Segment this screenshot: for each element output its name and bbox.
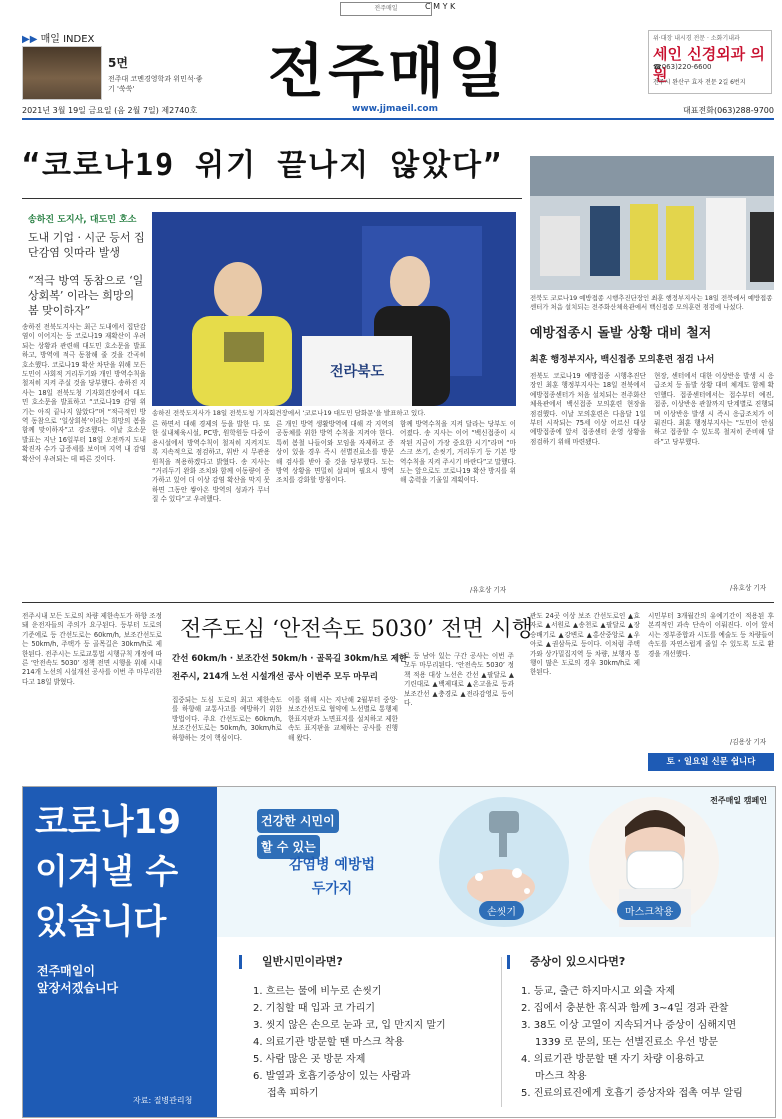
list-item: 접촉 피하기 <box>267 1088 319 1099</box>
print-registration-box: 전주매일 <box>340 2 432 16</box>
list-item: 마스크 착용 <box>535 1071 587 1082</box>
ad-address: 전주시 완산구 효자 전문 2길 6번지 <box>653 79 746 86</box>
handwash-label: 손씻기 <box>479 901 524 920</box>
middle-body-left: 전주시내 모든 도로의 차량 제한속도가 하향 조정돼 운전자들의 주의가 요구된다. 등부터 도로의 기준에로 등 간선도로는 60km/h, 보조간선도로는 50km/h, 주택가 등 골목길은 30km/h로 제한된다. 전주시는 도로교통법 시행규칙 개정에 따른 ‘안전속도 5030’ 정책 전면 시행을 위해 시내 214개 노선의 시설개선 공사를 이번 주 마무리한다고 18일 밝혔다. <box>22 612 162 686</box>
svg-text:전라북도: 전라북도 <box>329 364 385 380</box>
list-item: 5. 사람 많은 곳 방문 자제 <box>253 1054 366 1065</box>
tagline-line: 건강한 시민이 <box>257 809 339 833</box>
lead-subhead-1: 도내 기업 · 시군 등서 집단감염 잇따라 발생 <box>28 231 145 259</box>
right-body-col2: 현장, 센터에서 대한 이상반응 발생 시 응급조치 등 돌발 상황 대비 체계도 함께 확인했다. 접종센터에서는 접수부터 예진, 접종, 이상반응 관찰까지 단계별로 진행되며 이상반응 발생 시 즉시 응급조치가 이뤄진다. 최훈 행정부지사는 “도민이 안심하고 접종할 수 있도록 철저히 준비해 달라”고 당부했다. <box>654 372 774 446</box>
lead-reporter: /유호상 기자 <box>470 586 507 594</box>
list-item: 1. 등교, 출근 하지마시고 외출 자제 <box>521 986 676 997</box>
lead-headline: “코로나19 위기 끝나지 않았다” <box>22 148 504 183</box>
title-line: 두가지 <box>311 881 353 897</box>
right-headline: 예방접종시 돌발 상황 대비 철저 <box>530 326 712 341</box>
middle-body-col4: 로 등 남아 있는 구간 공사는 이번 주 모두 마무리된다. ‘안전속도 5030’ 정책 적용 대상 노선은 간선 ▲팔달로 ▲기린대로 ▲백제대로 ▲온고을로 등과 보조간선 ▲충경로 ▲전라감영로 등이다. <box>404 652 514 708</box>
covid-campaign <box>22 786 776 1118</box>
mask-label: 마스크착용 <box>617 901 681 920</box>
symptomatic-list <box>507 955 775 1102</box>
divider <box>501 957 502 1107</box>
right-body-col1: 전북도 코로나19 예방접종 시행추진단장인 최훈 행정부지사는 18일 전북에서 예방접종센터가 처음 설치되는 전주화산체육관에서 백신접종 모의훈련 현장을 점검했다. 이날 모의훈련은 다음달 1일부터 시작되는 75세 이상 어르신 대상 예방접종에 앞서 접종센터 운영 상황을 점검하기 위해 마련됐다. <box>530 372 646 446</box>
lead-body-col1: 송하진 전북도지사는 최근 도내에서 집단감염이 이어지는 등 코로나19 재확산이 우려되는 상황과 관련해 대도민 호소문을 발표하고, 방역에 적극 동참해 줄 것을 간곡히 호소했다. 코로나19 확산 차단을 위해 모든 도민이 사회적 거리두기와 개인 방역수칙을 철저히 지켜 주실 것을 당부했다. 송하진 지사는 18일 전북도청 기자회견장에서 대도민 호소문을 발표하고 “코로나19 감염 위기는 아직 끝나지 않았다”며 “적극적인 방역 동참으로 ‘일상회복’이라는 희망의 봄을 함께 맞이하자”고 강조했다. 이날 호소문 발표는 지난 16일부터 18일 오전까지 도내 확진자 수가 급증세를 보이며 지역 내 감염 확산이 우려되는 데 따른 것이다. <box>22 323 146 463</box>
lead-body-col3: 른 개인 방역 생활방역에 대해 각 지역의 공동체를 위한 방역 수칙을 지켜야 한다. 특히 봄철 나들이와 모임을 자제하고 증상이 있을 경우 즉시 선별진료소를 방문해 검사를 받아 줄 것을 당부했다. 도는 방역 상황을 면밀히 살피며 필요시 방역 조치를 강화할 방침이다. <box>276 420 394 485</box>
middle-body-col3: 이를 위해 시는 지난해 2월부터 중앙·보조간선도로 협약에 노선별로 통행제한표지판과 노면표지를 설치하고 제한속도 표지판을 교체하는 공사를 진행해 왔다. <box>288 696 398 742</box>
middle-reporter: /김용상 기자 <box>730 738 767 746</box>
general-public-items <box>253 983 499 1102</box>
list-item: 3. 씻지 않은 손으로 눈과 코, 입 만지지 말기 <box>253 1020 446 1031</box>
weekend-notice: 토 · 일요일 신문 쉽니다 <box>648 753 774 771</box>
newspaper-title: 전주매일 <box>268 37 509 105</box>
general-public-list <box>239 955 499 1102</box>
middle-headline: 전주도심 ‘안전속도 5030’ 전면 시행 <box>180 617 533 642</box>
list-item: 4. 의료기관 방문할 땐 마스크 착용 <box>253 1037 405 1048</box>
campaign-slogan <box>35 797 181 947</box>
dateline-bar <box>22 104 774 120</box>
symptomatic-title: 증상이 있으시다면? <box>507 955 775 969</box>
middle-subhead-1: 간선 60km/h · 보조간선 50km/h · 골목길 30km/h로 제한 <box>172 654 408 664</box>
lead-body-col2: 른 하면서 대해 경제의 등을 발한 다. 또한 실내체육시설, PC방, 원학원등 다중이용시설에서 방역수칙이 철저히 지켜지도록 지속적으로 점검하고, 위반 시 무관용 원칙을 적용하겠다고 밝혔다. 송 지사는 “거리두기 완화 조치와 함께 이동량이 증가하고 있어 더 이상 감염 확산을 막지 못하면 그동안 쌓아온 방역의 성과가 무너질 수 있다”고 우려했다. <box>152 420 270 504</box>
campaign-source: 자료: 질병관리청 <box>133 1096 193 1105</box>
campaign-title <box>257 853 407 901</box>
ad-name: 세인 신경외과 의원 <box>653 45 765 84</box>
title-line: 감염병 예방법 <box>288 857 376 873</box>
vaccination-photo-caption: 전북도 코로나19 예방접종 시행추진단장인 최훈 행정부지사는 18일 전북에서 예방접종센터가 처음 설치되는 전주화산체육관에서 백신접종 모의훈련 점검에 나섰다. <box>530 294 773 311</box>
list-item: 1. 흐르는 물에 비누로 손씻기 <box>253 986 382 997</box>
list-item: 4. 의료기관 방문할 땐 자기 차량 이용하고 <box>521 1054 705 1065</box>
ad-top: 위·대장 내시경 전문 · 소화기내과 <box>653 35 740 42</box>
symptomatic-items <box>521 983 775 1102</box>
list-item: 1339 로 문의, 또는 선별진료소 우선 방문 <box>535 1037 718 1048</box>
index-label-text: 매일 INDEX <box>40 34 95 45</box>
list-item: 2. 집에서 충분한 휴식과 함께 3~4일 경과 관찰 <box>521 1003 729 1014</box>
list-item: 6. 발열과 호흡기증상이 있는 사람과 <box>253 1071 411 1082</box>
sub-slogan-line: 앞장서겠습니다 <box>37 981 119 995</box>
cmyk-mark: C M Y K <box>425 2 456 11</box>
list-item: 3. 38도 이상 고열이 지속되거나 증상이 심해지면 <box>521 1020 737 1031</box>
sub-slogan-line: 전주매일이 <box>37 964 95 978</box>
middle-body-col2: 집중되는 도심 도로의 최고 제한속도를 하향해 교통사고를 예방하기 위한 방법이다. 주요 간선도로는 60km/h, 보조간선도로는 50km/h, 30km/h로 하향하는 것이 핵심이다. <box>172 696 282 742</box>
middle-subhead-2: 전주시, 214개 노선 시설개선 공사 이번주 모두 마무리 <box>172 672 378 682</box>
middle-body-col5: 관도 24곳 이상 보조 간선도로인 ▲효자로 ▲서원로 ▲송천로 ▲팔달로 ▲장승배기로 ▲강변로 ▲홍산중앙로 ▲우아로 ▲권삼득로 등이다. 이처럼 주택가와 상가밀집지역 등 차량, 보행자 통행이 많은 도로의 경우 30km/h로 제한된다. <box>530 612 640 677</box>
index-label <box>22 30 94 45</box>
slogan-line: 있습니다 <box>35 902 167 942</box>
divider <box>22 602 774 603</box>
list-item: 2. 기침할 때 입과 코 가리기 <box>253 1003 376 1014</box>
lead-byline: 송하진 도지사, 대도민 호소 <box>28 215 137 225</box>
slogan-line: 코로나19 <box>35 802 181 842</box>
clinic-ad <box>648 30 772 94</box>
lead-photo <box>152 212 516 406</box>
issue-date: 2021년 3월 19일 금요일 (음 2월 7일) 제2740호 <box>22 106 198 115</box>
right-reporter: /유호상 기자 <box>730 584 767 592</box>
divider <box>22 198 522 199</box>
lead-photo-caption: 송하진 전북도지사가 18일 전북도청 기자회견장에서 ‘코로나19 대도민 담화문’을 발표하고 있다. <box>152 409 426 417</box>
general-public-title: 일반시민이라면? <box>239 955 499 969</box>
phone-number: 대표전화(063)288-9700 <box>683 106 774 115</box>
middle-body-col6: 시민부터 3개월간의 유예기간이 적용된 후 본격적인 과속 단속이 이뤄진다. 이어 앞서 시는 정부종합과 시도를 예술도 등 차량들이 속도를 자연스럽게 줄일 수 있도록 도로 환경을 개선했다. <box>648 612 774 658</box>
lead-subhead-2: “적극 방역 동참으로 ‘일상회복’ 이라는 희망의 봄 맞이하자” <box>28 274 144 317</box>
lead-body-col4: 함께 방역수칙을 지켜 달라는 당부도 이어졌다. 송 지사는 이어 “백신접종이 시작된 지금이 가장 중요한 시기”라며 “마스크 쓰기, 손씻기, 거리두기 등 기본 방역수칙을 지켜 주시기 바란다”고 말했다. 도는 앞으로도 코로나19 확산 방지를 위해 총력을 기울일 계획이다. <box>400 420 516 485</box>
vaccination-drill-photo <box>530 156 774 290</box>
press-conference-photo <box>152 212 516 406</box>
campaign-left-panel <box>23 787 217 1117</box>
website-link[interactable]: www.jjmaeil.com <box>352 104 438 114</box>
vaccination-photo <box>530 156 774 290</box>
index-page-number: 5면 <box>108 56 128 70</box>
slogan-line: 이겨낼 수 <box>35 852 179 892</box>
campaign-brand: 전주매일 캠페인 <box>710 796 767 805</box>
campaign-top-panel <box>217 787 775 937</box>
tagline-line: 할 수 있는 <box>257 835 320 859</box>
index-photo <box>22 46 102 100</box>
index-summary: 전주대 코멘경영학과 위민석·좋기 '쑥쑥' <box>108 75 203 93</box>
campaign-sub-slogan <box>37 963 118 997</box>
list-item: 5. 진료의료진에게 호흡기 증상자와 접촉 여부 알림 <box>521 1088 743 1099</box>
mask-illustration <box>589 797 719 927</box>
handwash-illustration <box>439 797 569 927</box>
right-subhead: 최훈 행정부지사, 백신접종 모의훈련 점검 나서 <box>530 355 715 365</box>
arrow-icon: ▶▶ <box>22 34 38 45</box>
ad-phone: ☎063)220-6600 <box>653 63 712 71</box>
